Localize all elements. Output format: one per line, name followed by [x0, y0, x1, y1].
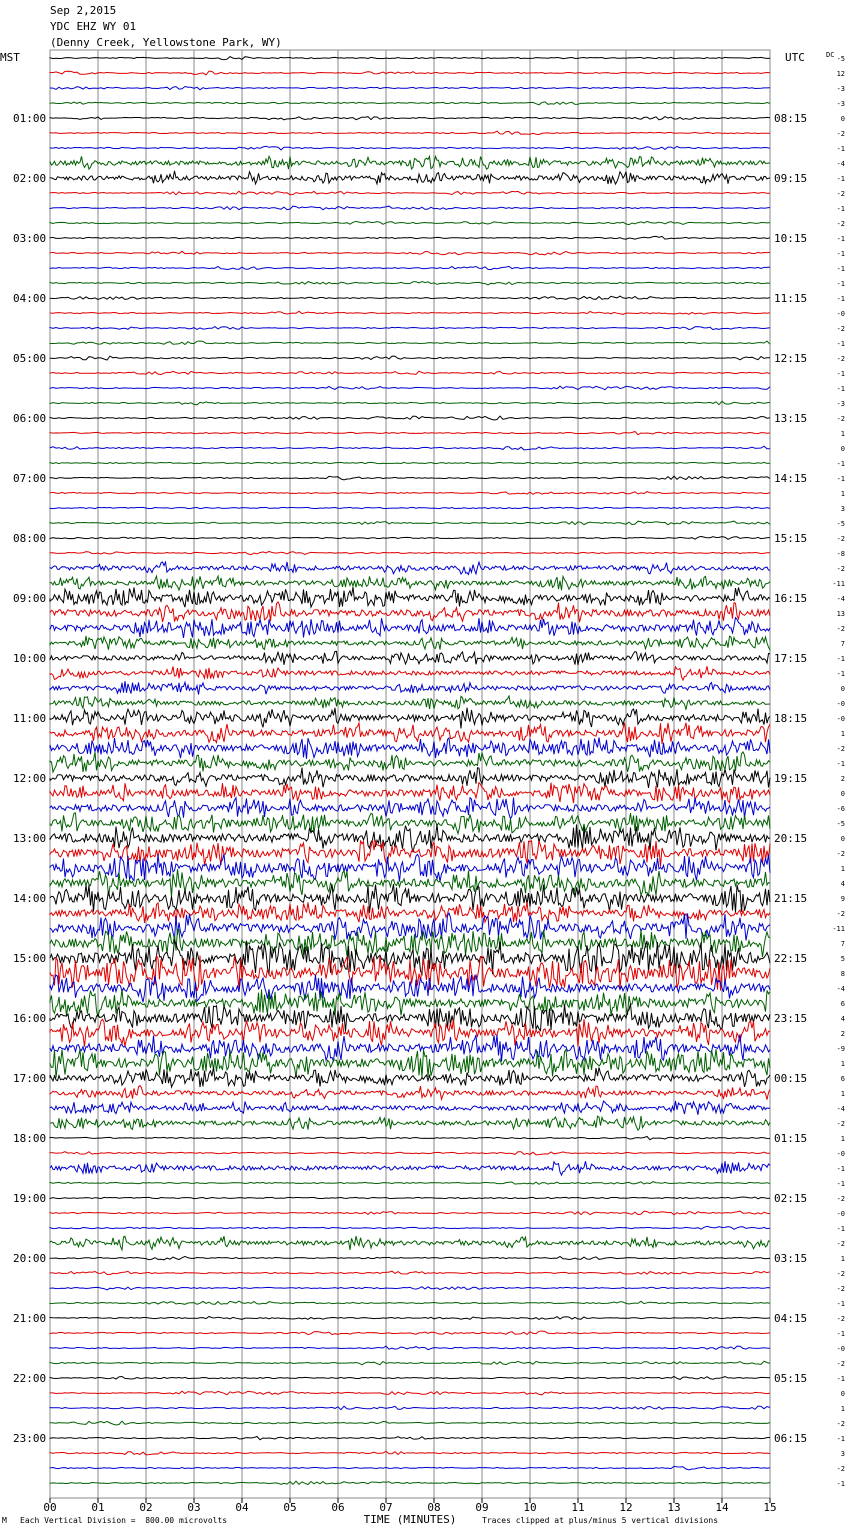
dc-offset-label: 7 — [840, 940, 845, 948]
trace-line — [50, 71, 770, 75]
dc-offset-label: -0 — [836, 1150, 845, 1158]
x-tick-label: 08 — [427, 1501, 441, 1514]
mst-hour-label: 06:00 — [13, 412, 47, 425]
trace-line — [50, 1391, 770, 1395]
dc-offset-label: 6 — [840, 1075, 845, 1083]
utc-hour-label: 15:15 — [774, 532, 808, 545]
trace-line — [50, 296, 770, 299]
x-axis-title: TIME (MINUTES) — [363, 1513, 457, 1526]
trace-line — [50, 492, 770, 495]
trace-line — [50, 191, 770, 195]
x-tick-label: 12 — [619, 1501, 633, 1514]
mst-hour-label: 07:00 — [13, 472, 47, 485]
dc-offset-label: -5 — [836, 820, 845, 828]
trace-line — [50, 681, 770, 694]
trace-line — [50, 587, 770, 607]
trace-line — [50, 221, 770, 224]
dc-offset-label: 0 — [840, 685, 845, 693]
trace-line — [50, 1421, 770, 1425]
utc-hour-label: 23:15 — [774, 1012, 808, 1025]
trace-line — [50, 1182, 770, 1185]
trace-line — [50, 236, 770, 239]
dc-offset-label: -3 — [836, 100, 845, 108]
dc-offset-label: -2 — [836, 325, 845, 333]
mst-hour-label: 17:00 — [13, 1072, 47, 1085]
x-tick-label: 10 — [523, 1501, 537, 1514]
trace-line — [50, 416, 770, 420]
trace-line — [50, 708, 770, 729]
trace-line — [50, 1116, 770, 1130]
trace-line — [50, 602, 770, 622]
dc-offset-label: 2 — [840, 775, 845, 783]
utc-hour-label: 14:15 — [774, 472, 808, 485]
dc-offset-label: -1 — [836, 250, 845, 258]
dc-offset-label: 5 — [840, 955, 845, 963]
mst-hour-label: 22:00 — [13, 1372, 47, 1385]
dc-offset-label: -4 — [836, 985, 845, 993]
x-tick-label: 03 — [187, 1501, 201, 1514]
trace-line — [50, 651, 770, 665]
dc-offset-label: -2 — [836, 1360, 845, 1368]
dc-offset-label: -2 — [836, 220, 845, 228]
x-tick-label: 04 — [235, 1501, 249, 1514]
dc-offset-label: -1 — [836, 670, 845, 678]
trace-line — [50, 1317, 770, 1320]
dc-offset-label: -6 — [836, 805, 845, 813]
dc-offset-label: -0 — [836, 1210, 845, 1218]
trace-line — [50, 371, 770, 374]
trace-line — [50, 1331, 770, 1335]
axis-labels — [13, 55, 845, 1514]
trace-line — [50, 311, 770, 314]
trace-line — [50, 251, 770, 255]
trace-line — [50, 356, 770, 360]
dc-offset-label: -1 — [836, 280, 845, 288]
trace-line — [50, 869, 770, 897]
trace-line — [50, 1101, 770, 1115]
mst-hour-label: 21:00 — [13, 1312, 47, 1325]
dc-offset-label: -0 — [836, 700, 845, 708]
dc-offset-label: -1 — [836, 1375, 845, 1383]
dc-offset-label: -2 — [836, 1285, 845, 1293]
trace-line — [50, 1197, 770, 1199]
dc-offset-label: 6 — [840, 1000, 845, 1008]
dc-offset-label: -1 — [836, 1225, 845, 1233]
x-tick-label: 11 — [571, 1501, 585, 1514]
x-tick-label: 13 — [667, 1501, 681, 1514]
dc-offset-label: -3 — [836, 85, 845, 93]
utc-hour-label: 12:15 — [774, 352, 808, 365]
dc-offset-label: 13 — [836, 610, 845, 618]
trace-line — [50, 783, 770, 804]
dc-offset-label: -2 — [836, 1195, 845, 1203]
trace-line — [50, 507, 770, 509]
trace-line — [50, 913, 770, 940]
utc-hour-label: 03:15 — [774, 1252, 808, 1265]
trace-line — [50, 536, 770, 539]
utc-hour-label: 08:15 — [774, 112, 808, 125]
plot-date: Sep 2,2015 — [50, 4, 117, 17]
dc-offset-label: -1 — [836, 1435, 845, 1443]
trace-line — [50, 1451, 770, 1455]
dc-offset-label: 3 — [840, 505, 845, 513]
time-grid — [50, 50, 770, 1498]
dc-offset-label: -1 — [836, 295, 845, 303]
utc-hour-label: 04:15 — [774, 1312, 808, 1325]
trace-line — [50, 1287, 770, 1290]
dc-offset-label: 0 — [840, 1390, 845, 1398]
trace-line — [50, 171, 770, 184]
dc-offset-label: -2 — [836, 1420, 845, 1428]
trace-line — [50, 156, 770, 169]
dc-offset-label: 7 — [840, 640, 845, 648]
trace-line — [50, 723, 770, 745]
dc-offset-label: -2 — [836, 745, 845, 753]
dc-label: DC — [826, 51, 835, 59]
trace-line — [50, 884, 770, 913]
utc-hour-label: 02:15 — [774, 1192, 808, 1205]
trace-line — [50, 768, 770, 788]
trace-line — [50, 432, 770, 435]
dc-offset-label: -1 — [836, 1180, 845, 1188]
dc-offset-label: 4 — [840, 880, 845, 888]
x-tick-label: 09 — [475, 1501, 489, 1514]
dc-offset-label: 1 — [840, 490, 845, 498]
utc-hour-label: 21:15 — [774, 892, 808, 905]
mst-hour-label: 10:00 — [13, 652, 47, 665]
dc-offset-label: -11 — [832, 925, 845, 933]
dc-offset-label: 9 — [840, 895, 845, 903]
trace-line — [50, 1067, 770, 1087]
trace-line — [50, 929, 770, 957]
mst-hour-label: 04:00 — [13, 292, 47, 305]
mst-hour-label: 14:00 — [13, 892, 47, 905]
trace-line — [50, 956, 770, 992]
trace-line — [50, 206, 770, 210]
trace-line — [50, 1481, 770, 1484]
dc-offset-label: 1 — [840, 1405, 845, 1413]
mst-hour-label: 20:00 — [13, 1252, 47, 1265]
trace-line — [50, 1437, 770, 1440]
trace-line — [50, 551, 770, 554]
trace-line — [50, 87, 770, 90]
left-axis-title: MST — [0, 51, 20, 64]
station-code: YDC EHZ WY 01 — [50, 20, 137, 33]
trace-line — [50, 840, 770, 867]
utc-hour-label: 18:15 — [774, 712, 808, 725]
trace-line — [50, 1004, 770, 1032]
mst-hour-label: 13:00 — [13, 832, 47, 845]
trace-line — [50, 446, 770, 450]
utc-hour-label: 01:15 — [774, 1132, 808, 1145]
utc-hour-label: 19:15 — [774, 772, 808, 785]
utc-hour-label: 17:15 — [774, 652, 808, 665]
trace-line — [50, 1211, 770, 1215]
dc-offset-label: -2 — [836, 910, 845, 918]
trace-line — [50, 476, 770, 480]
utc-hour-label: 20:15 — [774, 832, 808, 845]
station-location: (Denny Creek, Yellowstone Park, WY) — [50, 36, 282, 49]
x-tick-label: 14 — [715, 1501, 729, 1514]
corner-mark: M — [2, 1516, 7, 1525]
x-tick-label: 01 — [91, 1501, 105, 1514]
dc-offset-label: -1 — [836, 1330, 845, 1338]
clip-note: Traces clipped at plus/minus 5 vertical divisions — [482, 1516, 719, 1525]
dc-offset-label: -1 — [836, 265, 845, 273]
dc-offset-label: -2 — [836, 535, 845, 543]
trace-line — [50, 989, 770, 1017]
dc-offset-label: 0 — [840, 115, 845, 123]
utc-hour-label: 11:15 — [774, 292, 808, 305]
trace-line — [50, 131, 770, 134]
dc-offset-label: -1 — [836, 370, 845, 378]
dc-offset-label: -0 — [836, 715, 845, 723]
dc-offset-label: 1 — [840, 1135, 845, 1143]
trace-line — [50, 1019, 770, 1047]
x-tick-label: 00 — [43, 1501, 57, 1514]
dc-offset-label: 1 — [840, 1255, 845, 1263]
mst-hour-label: 02:00 — [13, 172, 47, 185]
trace-line — [50, 636, 770, 650]
trace-line — [50, 386, 770, 390]
dc-offset-label: -2 — [836, 850, 845, 858]
dc-offset-label: -1 — [836, 1300, 845, 1308]
dc-offset-label: -2 — [836, 1465, 845, 1473]
trace-line — [50, 521, 770, 525]
trace-line — [50, 1137, 770, 1140]
trace-line — [50, 1377, 770, 1380]
mst-hour-label: 12:00 — [13, 772, 47, 785]
x-tick-label: 06 — [331, 1501, 345, 1514]
trace-line — [50, 1301, 770, 1304]
dc-offset-label: -2 — [836, 1315, 845, 1323]
dc-offset-label: -11 — [832, 580, 845, 588]
dc-offset-label: -2 — [836, 415, 845, 423]
trace-line — [50, 562, 770, 575]
dc-offset-label: -2 — [836, 1240, 845, 1248]
dc-offset-label: -1 — [836, 175, 845, 183]
mst-hour-label: 19:00 — [13, 1192, 47, 1205]
dc-offset-label: -1 — [836, 145, 845, 153]
trace-line — [50, 1256, 770, 1259]
x-tick-label: 07 — [379, 1501, 393, 1514]
dc-offset-label: -2 — [836, 355, 845, 363]
dc-offset-label: -4 — [836, 1105, 845, 1113]
utc-hour-label: 09:15 — [774, 172, 808, 185]
dc-offset-label: -2 — [836, 130, 845, 138]
dc-offset-label: 3 — [840, 1450, 845, 1458]
mst-hour-label: 15:00 — [13, 952, 47, 965]
dc-offset-label: 2 — [840, 1030, 845, 1038]
dc-offset-label: -2 — [836, 1270, 845, 1278]
trace-line — [50, 1161, 770, 1175]
scale-note: Each Vertical Division = 800.00 microvolts — [20, 1516, 228, 1525]
dc-offset-label: -1 — [836, 235, 845, 243]
x-tick-label: 15 — [763, 1501, 777, 1514]
utc-hour-label: 13:15 — [774, 412, 808, 425]
mst-hour-label: 08:00 — [13, 532, 47, 545]
dc-offset-label: 1 — [840, 430, 845, 438]
mst-hour-label: 05:00 — [13, 352, 47, 365]
plot-frame — [50, 50, 770, 1498]
trace-line — [50, 1236, 770, 1250]
dc-offset-label: -1 — [836, 205, 845, 213]
dc-offset-label: -2 — [836, 190, 845, 198]
trace-line — [50, 117, 770, 120]
dc-offset-label: -1 — [836, 460, 845, 468]
dc-offset-label: -2 — [836, 1120, 845, 1128]
mst-hour-label: 01:00 — [13, 112, 47, 125]
dc-offset-label: 0 — [840, 835, 845, 843]
mst-hour-label: 03:00 — [13, 232, 47, 245]
mst-hour-label: 09:00 — [13, 592, 47, 605]
trace-line — [50, 102, 770, 105]
dc-offset-label: 12 — [836, 70, 845, 78]
utc-hour-label: 06:15 — [774, 1432, 808, 1445]
utc-hour-label: 00:15 — [774, 1072, 808, 1085]
dc-offset-label: -1 — [836, 475, 845, 483]
trace-line — [50, 1346, 770, 1350]
trace-line — [50, 1226, 770, 1229]
trace-line — [50, 282, 770, 285]
dc-offset-label: -4 — [836, 160, 845, 168]
seismic-traces — [50, 57, 770, 1485]
trace-line — [50, 618, 770, 638]
trace-line — [50, 266, 770, 269]
dc-offset-label: -3 — [836, 400, 845, 408]
dc-offset-label: -1 — [836, 385, 845, 393]
trace-line — [50, 1271, 770, 1275]
mst-hour-label: 18:00 — [13, 1132, 47, 1145]
dc-offset-label: -1 — [836, 655, 845, 663]
mst-hour-label: 16:00 — [13, 1012, 47, 1025]
dc-offset-label: -0 — [836, 310, 845, 318]
trace-line — [50, 696, 770, 710]
dc-offset-label: 1 — [840, 1090, 845, 1098]
trace-line — [50, 1152, 770, 1155]
trace-line — [50, 1466, 770, 1470]
trace-line — [50, 576, 770, 590]
trace-line — [50, 327, 770, 330]
utc-hour-label: 10:15 — [774, 232, 808, 245]
dc-offset-label: -9 — [836, 1045, 845, 1053]
dc-offset-label: -4 — [836, 595, 845, 603]
dc-offset-label: -2 — [836, 625, 845, 633]
dc-offset-label: 8 — [840, 970, 845, 978]
dc-offset-label: -2 — [836, 565, 845, 573]
trace-line — [50, 341, 770, 345]
dc-offset-label: -1 — [836, 760, 845, 768]
utc-hour-label: 22:15 — [774, 952, 808, 965]
trace-line — [50, 902, 770, 923]
trace-line — [50, 401, 770, 405]
dc-offset-label: 4 — [840, 1015, 845, 1023]
trace-line — [50, 146, 770, 150]
utc-hour-label: 16:15 — [774, 592, 808, 605]
dc-offset-label: 1 — [840, 730, 845, 738]
right-axis-title: UTC — [785, 51, 805, 64]
trace-line — [50, 1406, 770, 1410]
dc-offset-label: -1 — [836, 1480, 845, 1488]
dc-offset-label: -1 — [836, 1165, 845, 1173]
x-tick-label: 02 — [139, 1501, 153, 1514]
dc-offset-label: -5 — [836, 520, 845, 528]
utc-hour-label: 05:15 — [774, 1372, 808, 1385]
dc-offset-label: 1 — [840, 865, 845, 873]
dc-offset-label: 0 — [840, 445, 845, 453]
dc-offset-label: -8 — [836, 550, 845, 558]
x-tick-label: 05 — [283, 1501, 297, 1514]
mst-hour-label: 11:00 — [13, 712, 47, 725]
mst-hour-label: 23:00 — [13, 1432, 47, 1445]
trace-line — [50, 462, 770, 463]
trace-line — [50, 1361, 770, 1365]
trace-line — [50, 57, 770, 60]
dc-offset-label: -0 — [836, 1345, 845, 1353]
dc-offset-label: 1 — [840, 1060, 845, 1068]
dc-offset-label: -1 — [836, 340, 845, 348]
trace-line — [50, 1086, 770, 1100]
dc-offset-label: 0 — [840, 790, 845, 798]
trace-line — [50, 666, 770, 680]
dc-offset-label: -5 — [836, 55, 845, 63]
